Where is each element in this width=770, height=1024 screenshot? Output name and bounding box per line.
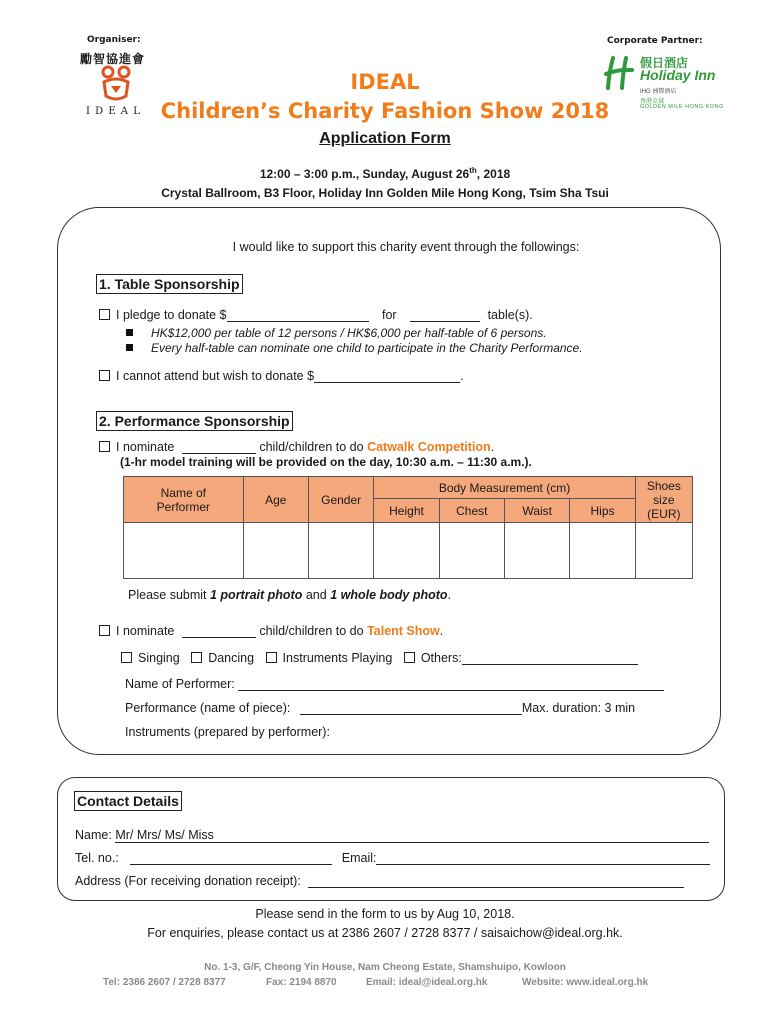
others-field[interactable] <box>462 652 638 665</box>
footer-website: Website: www.ideal.org.hk <box>522 977 649 988</box>
age-cell[interactable] <box>243 523 308 579</box>
col-age: Age <box>243 477 308 523</box>
col-name-of-performer: Name of Performer <box>124 477 244 523</box>
footer-email: Email: ideal@ideal.org.hk <box>366 977 488 988</box>
talent-count-field[interactable] <box>182 625 256 638</box>
pledge-checkbox[interactable] <box>99 309 110 320</box>
bullet-icon <box>126 329 133 336</box>
others-checkbox[interactable] <box>404 652 415 663</box>
piece-field[interactable] <box>300 702 522 715</box>
partner-sub-chinese: 香港金域 <box>640 99 665 105</box>
col-body-measurement: Body Measurement (cm) <box>374 477 635 499</box>
gender-cell[interactable] <box>308 523 373 579</box>
bullet-half-table: Every half-table can nominate one child to participate in the Charity Performance. <box>126 341 583 355</box>
piece-row: Performance (name of piece): Max. duration: 3 min <box>125 701 636 715</box>
partner-sub-ihg: IHG 洲際酒店 <box>640 89 677 95</box>
hips-cell[interactable] <box>570 523 635 579</box>
form-title: Application Form <box>319 130 451 147</box>
performance-sponsorship-heading: 2. Performance Sponsorship <box>96 411 293 431</box>
organiser-logo-text: I D E A L <box>86 106 141 117</box>
pledge-amount-field[interactable] <box>227 309 369 322</box>
name-row: Name: Mr/ Mrs/ Ms/ Miss <box>75 828 709 843</box>
catwalk-checkbox[interactable] <box>99 441 110 452</box>
height-cell[interactable] <box>374 523 439 579</box>
col-gender: Gender <box>308 477 373 523</box>
col-height: Height <box>374 499 439 523</box>
instruments-checkbox[interactable] <box>266 652 277 663</box>
footer-tel: Tel: 2386 2607 / 2728 8377 <box>103 977 226 988</box>
organiser-chinese-name: 勵智協進會 <box>80 52 146 66</box>
send-by-note: Please send in the form to us by Aug 10, 2018. <box>255 907 515 921</box>
email-field[interactable] <box>376 852 710 865</box>
catwalk-count-field[interactable] <box>182 441 256 454</box>
shoes-cell[interactable] <box>635 523 692 579</box>
donation-amount-field[interactable] <box>314 370 460 383</box>
instruments-label: Instruments (prepared by performer): <box>125 725 330 739</box>
footer-address: No. 1-3, G/F, Cheong Yin House, Nam Cheong Estate, Shamshuipo, Kowloon <box>204 962 566 973</box>
pledge-row: I pledge to donate $ for table(s). <box>99 308 533 322</box>
event-time: 12:00 – 3:00 p.m., Sunday, August 26th, 2018 <box>259 166 511 181</box>
performer-name-cell[interactable] <box>124 523 244 579</box>
table-count-field[interactable] <box>410 309 480 322</box>
waist-cell[interactable] <box>505 523 570 579</box>
bullet-icon <box>126 344 133 351</box>
measurement-table <box>123 476 693 579</box>
col-chest: Chest <box>439 499 504 523</box>
col-waist: Waist <box>505 499 570 523</box>
photo-note: Please submit 1 portrait photo and 1 whole body photo. <box>128 588 452 602</box>
talent-row: I nominate child/children to do Talent Show. <box>99 624 443 638</box>
talent-options: Singing Dancing Instruments Playing Others: <box>121 651 638 665</box>
footer-fax: Fax: 2194 8870 <box>266 977 337 988</box>
training-note: (1-hr model training will be provided on the day, 10:30 a.m. – 11:30 a.m.). <box>120 455 532 469</box>
address-field[interactable] <box>308 875 684 888</box>
title-event-name: Children’s Charity Fashion Show 2018 <box>160 99 610 123</box>
cannot-attend-row: I cannot attend but wish to donate $ . <box>99 369 464 383</box>
performer-name-row: Name of Performer: <box>125 677 664 691</box>
performer-name-field[interactable] <box>238 678 664 691</box>
dancing-checkbox[interactable] <box>191 652 202 663</box>
event-venue: Crystal Ballroom, B3 Floor, Holiday Inn Golden Mile Hong Kong, Tsim Sha Tsui <box>161 186 609 200</box>
partner-chinese-name: 假日酒店 <box>640 56 689 70</box>
singing-checkbox[interactable] <box>121 652 132 663</box>
enquiries-note: For enquiries, please contact us at 2386 2607 / 2728 8377 / saisaichow@ideal.org.hk. <box>147 926 623 940</box>
catwalk-row: I nominate child/children to do Catwalk Competition. <box>99 440 494 454</box>
table-row <box>124 523 693 579</box>
bullet-price: HK$12,000 per table of 12 persons / HK$6,000 per half-table of 6 persons. <box>126 326 547 340</box>
organiser-label: Organiser: <box>87 35 141 45</box>
col-hips: Hips <box>570 499 635 523</box>
name-title-options[interactable]: Mr/ Mrs/ Ms/ Miss <box>115 828 214 842</box>
partner-name: Holiday Inn <box>640 67 716 83</box>
chest-cell[interactable] <box>439 523 504 579</box>
tel-email-row: Tel. no.: Email: <box>75 851 710 865</box>
address-row: Address (For receiving donation receipt): <box>75 874 684 888</box>
contact-heading: Contact Details <box>74 791 182 811</box>
intro-text: I would like to support this charity event through the followings: <box>232 240 580 254</box>
partner-label: Corporate Partner: <box>607 36 703 46</box>
tel-field[interactable] <box>130 852 332 865</box>
cannot-attend-checkbox[interactable] <box>99 370 110 381</box>
table-sponsorship-heading: 1. Table Sponsorship <box>96 274 243 294</box>
title-ideal: IDEAL <box>350 70 420 94</box>
col-shoes-size: Shoes size (EUR) <box>635 477 692 523</box>
talent-checkbox[interactable] <box>99 625 110 636</box>
partner-sub-golden-mile: GOLDEN MILE HONG KONG <box>640 104 724 110</box>
